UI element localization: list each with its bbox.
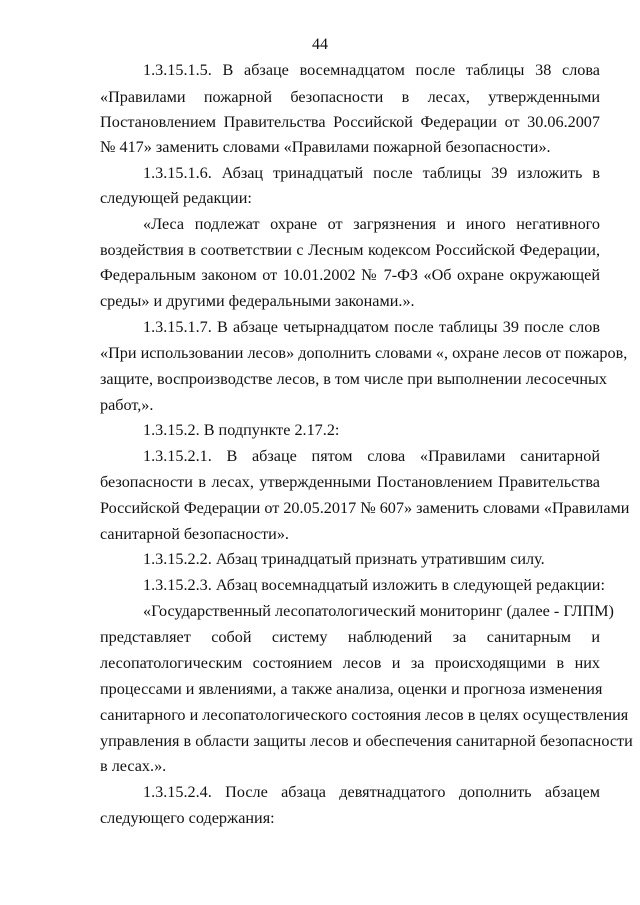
text-line: 1.3.15.2. В подпункте 2.17.2:: [143, 421, 340, 439]
text-line: 1.3.15.2.1. В абзаце пятом слова «Правилами санитарной: [143, 447, 600, 465]
text-line: процессами и явлениями, а также анализа, оценки и прогноза изменения: [100, 680, 603, 698]
text-line: среды» и другими федеральными законами.».: [100, 292, 415, 310]
text-line: «Леса подлежат охране от загрязнения и иного негативного: [143, 215, 600, 233]
text-line: «При использовании лесов» дополнить словами «, охране лесов от пожаров,: [100, 344, 628, 362]
text-line: защите, воспроизводстве лесов, в том числе при выполнении лесосечных: [100, 370, 607, 388]
text-line: 1.3.15.1.6. Абзац тринадцатый после таблицы 39 изложить в: [143, 164, 600, 182]
text-line: № 417» заменить словами «Правилами пожарной безопасности».: [100, 138, 551, 156]
text-line: воздействия в соответствии с Лесным кодексом Российской Федерации,: [100, 241, 600, 259]
text-line: Федеральным законом от 10.01.2002 № 7-ФЗ «Об охране окружающей: [100, 266, 600, 284]
text-line: следующего содержания:: [100, 809, 275, 827]
text-line: санитарной безопасности».: [100, 525, 289, 543]
page-number: 44: [312, 36, 328, 53]
text-line: «Государственный лесопатологический мониторинг (далее - ГЛПМ): [143, 602, 614, 620]
text-line: безопасности в лесах, утвержденными Постановлением Правительства: [100, 473, 600, 491]
text-line: 1.3.15.2.4. После абзаца девятнадцатого дополнить абзацем: [143, 783, 600, 801]
text-line: 1.3.15.2.2. Абзац тринадцатый признать утратившим силу.: [143, 550, 545, 568]
text-line: управления в области защиты лесов и обеспечения санитарной безопасности: [100, 732, 633, 750]
text-line: 1.3.15.1.5. В абзаце восемнадцатом после таблицы 38 слова: [143, 61, 600, 79]
text-line: 1.3.15.1.7. В абзаце четырнадцатом после таблицы 39 после слов: [143, 318, 600, 336]
text-line: работ,».: [100, 396, 154, 414]
text-line: «Правилами пожарной безопасности в лесах, утвержденными: [100, 88, 600, 106]
text-line: в лесах.».: [100, 757, 167, 775]
text-line: Постановлением Правительства Российской Федерации от 30.06.2007: [100, 113, 600, 131]
text-line: Российской Федерации от 20.05.2017 № 607» заменить словами «Правилами: [100, 499, 630, 517]
text-line: санитарного и лесопатологического состояния лесов в целях осуществления: [100, 706, 629, 724]
text-line: 1.3.15.2.3. Абзац восемнадцатый изложить в следующей редакции:: [143, 576, 605, 594]
text-line: представляет собой систему наблюдений за санитарным и: [100, 628, 600, 646]
text-line: следующей редакции:: [100, 189, 252, 207]
text-line: лесопатологическим состоянием лесов и за происходящими в них: [100, 654, 600, 672]
